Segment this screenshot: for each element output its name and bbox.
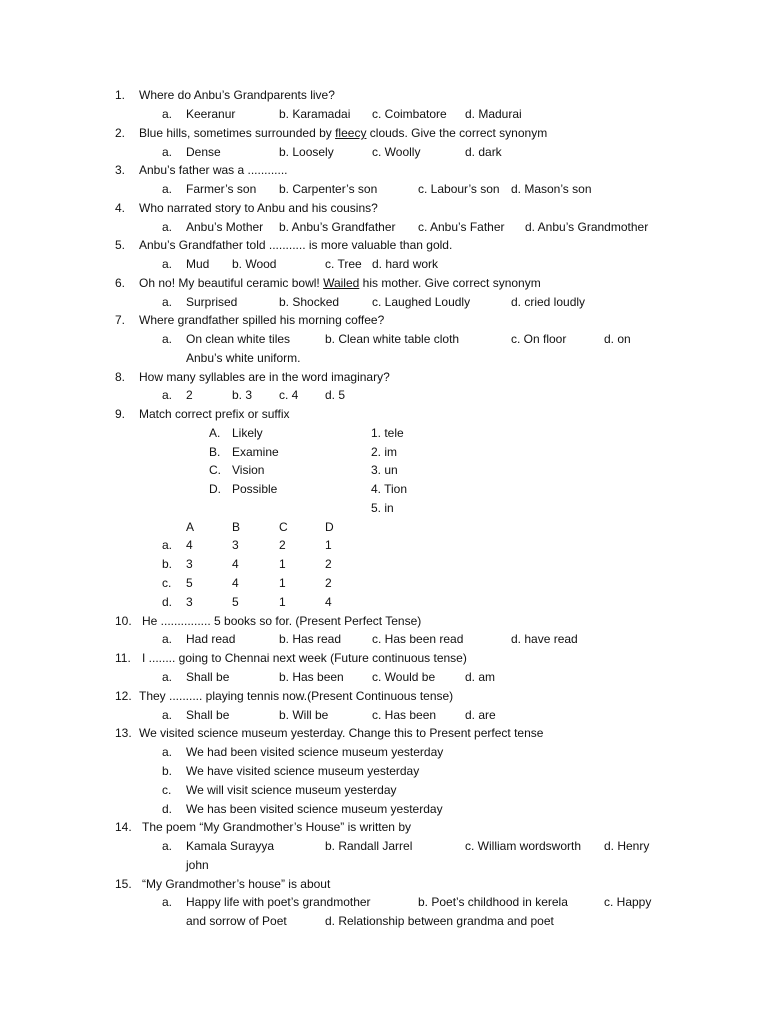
match-right-option: 1. tele xyxy=(371,426,404,440)
option-b: b. 3 xyxy=(232,388,253,402)
question-number: 9. xyxy=(115,407,126,421)
answer-table-head: C xyxy=(279,520,288,534)
question-text-start: Oh no! My beautiful ceramic bowl! xyxy=(139,276,324,290)
answer-cell: 1 xyxy=(279,595,286,609)
option-d: d. Madurai xyxy=(465,107,522,121)
answer-table-head: D xyxy=(325,520,334,534)
option-a: Farmer’s son xyxy=(186,182,257,196)
option-a-marker: a. xyxy=(162,895,173,909)
option-d: d. dark xyxy=(465,145,502,159)
question-number: 2. xyxy=(115,126,126,140)
answer-cell: 3 xyxy=(186,595,193,609)
option-text: We had been visited science museum yesterday xyxy=(186,745,444,759)
question-text-start: Blue hills, sometimes surrounded by xyxy=(139,126,336,140)
underlined-word: Wailed xyxy=(323,276,360,290)
answer-table-head: B xyxy=(232,520,241,534)
option-a-marker: a. xyxy=(162,257,173,271)
option-c: c. Has been read xyxy=(372,632,464,646)
question-number: 13. xyxy=(115,726,132,740)
option-a-marker: a. xyxy=(162,670,173,684)
option-d: d. Mason’s son xyxy=(511,182,592,196)
question-number: 7. xyxy=(115,313,126,327)
option-d: d. Anbu’s Grandmother xyxy=(525,220,649,234)
question-number: 4. xyxy=(115,201,126,215)
option-a-marker: a. xyxy=(162,107,173,121)
option-text: We has been visited science museum yesterday xyxy=(186,802,443,816)
match-left-key: C. xyxy=(209,463,221,477)
option-a-marker: a. xyxy=(162,708,173,722)
answer-cell: 3 xyxy=(186,557,193,571)
option-d: d. 5 xyxy=(325,388,346,402)
option-d: d. on xyxy=(604,332,631,346)
option-b: b. Randall Jarrel xyxy=(325,839,413,853)
match-left-word: Vision xyxy=(232,463,265,477)
question-text: Where grandfather spilled his morning coffee? xyxy=(139,313,385,327)
option-a: Happy life with poet’s grandmother xyxy=(186,895,371,909)
option-c: c. William wordsworth xyxy=(465,839,582,853)
option-d: d. hard work xyxy=(372,257,439,271)
option-text: We have visited science museum yesterday xyxy=(186,764,420,778)
underlined-word: fleecy xyxy=(335,126,367,140)
question-number: 15. xyxy=(115,877,132,891)
option-d: d. Henry xyxy=(604,839,650,853)
answer-table-head: A xyxy=(186,520,195,534)
option-b: b. Carpenter’s son xyxy=(279,182,378,196)
option-d: d. Relationship between grandma and poet xyxy=(325,914,554,928)
answer-cell: 4 xyxy=(325,595,332,609)
option-a: 2 xyxy=(186,388,193,402)
match-left-word: Examine xyxy=(232,445,279,459)
option-c: c. Laughed Loudly xyxy=(372,295,471,309)
answer-cell: 1 xyxy=(279,557,286,571)
match-right-option: 5. in xyxy=(371,501,394,515)
question-text-end: clouds. Give the correct synonym xyxy=(366,126,548,140)
option-b: b. Wood xyxy=(232,257,277,271)
question-number: 14. xyxy=(115,820,132,834)
option-continuation: john xyxy=(186,858,209,872)
option-c: c. Tree xyxy=(325,257,362,271)
option-c: c. Happy xyxy=(604,895,652,909)
question-number: 8. xyxy=(115,370,126,384)
option-b: b. Shocked xyxy=(279,295,340,309)
option-continuation: Anbu’s white uniform. xyxy=(186,351,301,365)
option-marker: d. xyxy=(162,595,173,609)
question-number: 10. xyxy=(115,614,132,628)
match-right-option: 4. Tion xyxy=(371,482,408,496)
option-a: Shall be xyxy=(186,708,230,722)
option-c: c. 4 xyxy=(279,388,299,402)
answer-cell: 4 xyxy=(232,557,239,571)
option-marker: a. xyxy=(162,745,173,759)
question-number: 1. xyxy=(115,88,126,102)
question-text: How many syllables are in the word imaginary? xyxy=(139,370,390,384)
answer-cell: 2 xyxy=(325,576,332,590)
answer-cell: 4 xyxy=(186,538,193,552)
question-text: The poem “My Grandmother’s House” is written by xyxy=(142,820,411,834)
option-a-marker: a. xyxy=(162,145,173,159)
option-c: c. Would be xyxy=(372,670,436,684)
question-number: 3. xyxy=(115,163,126,177)
option-b: b. Clean white table cloth xyxy=(325,332,460,346)
option-marker: b. xyxy=(162,764,173,778)
question-text: Match correct prefix or suffix xyxy=(139,407,290,421)
question-text: I ........ going to Chennai next week (Future continuous tense) xyxy=(142,651,467,665)
option-marker: a. xyxy=(162,538,173,552)
question-number: 5. xyxy=(115,238,126,252)
option-text: We will visit science museum yesterday xyxy=(186,783,397,797)
option-a: On clean white tiles xyxy=(186,332,291,346)
option-a: Mud xyxy=(186,257,210,271)
option-a: Surprised xyxy=(186,295,238,309)
match-right-option: 3. un xyxy=(371,463,398,477)
option-d: d. am xyxy=(465,670,496,684)
question-text: Anbu’s father was a ............ xyxy=(139,163,288,177)
question-text-end: his mother. Give correct synonym xyxy=(359,276,541,290)
match-left-key: B. xyxy=(209,445,221,459)
question-text: “My Grandmother’s house” is about xyxy=(142,877,331,891)
option-a-marker: a. xyxy=(162,632,173,646)
option-b: b. Poet’s childhood in kerela xyxy=(418,895,568,909)
option-c: c. On floor xyxy=(511,332,567,346)
option-b: b. Anbu’s Grandfather xyxy=(279,220,396,234)
question-text: We visited science museum yesterday. Change this to Present perfect tense xyxy=(139,726,544,740)
option-c: c. Woolly xyxy=(372,145,421,159)
match-right-option: 2. im xyxy=(371,445,398,459)
option-d: d. are xyxy=(465,708,496,722)
option-c: c. Labour’s son xyxy=(418,182,500,196)
option-b: b. Will be xyxy=(279,708,329,722)
answer-cell: 1 xyxy=(325,538,332,552)
answer-cell: 5 xyxy=(186,576,193,590)
question-text: Where do Anbu’s Grandparents live? xyxy=(139,88,335,102)
option-marker: b. xyxy=(162,557,173,571)
question-text xyxy=(139,124,547,143)
question-text: They .......... playing tennis now.(Present Continuous tense) xyxy=(139,689,454,703)
option-marker: c. xyxy=(162,576,172,590)
match-left-key: D. xyxy=(209,482,221,496)
option-marker: c. xyxy=(162,783,172,797)
answer-cell: 2 xyxy=(325,557,332,571)
option-a: Dense xyxy=(186,145,221,159)
option-a: Shall be xyxy=(186,670,230,684)
option-a: Had read xyxy=(186,632,236,646)
question-text: Who narrated story to Anbu and his cousins? xyxy=(139,201,378,215)
option-c-continuation: and sorrow of Poet xyxy=(186,914,287,928)
answer-cell: 1 xyxy=(279,576,286,590)
option-d: d. cried loudly xyxy=(511,295,586,309)
option-a-marker: a. xyxy=(162,295,173,309)
option-c: c. Coimbatore xyxy=(372,107,447,121)
match-left-key: A. xyxy=(209,426,221,440)
option-b: b. Has been xyxy=(279,670,344,684)
match-left-word: Possible xyxy=(232,482,278,496)
option-a: Keeranur xyxy=(186,107,236,121)
answer-cell: 5 xyxy=(232,595,239,609)
answer-cell: 3 xyxy=(232,538,239,552)
question-number: 12. xyxy=(115,689,132,703)
match-left-word: Likely xyxy=(232,426,263,440)
option-a: Anbu’s Mother xyxy=(186,220,264,234)
option-a-marker: a. xyxy=(162,839,173,853)
option-a-marker: a. xyxy=(162,388,173,402)
question-number: 6. xyxy=(115,276,126,290)
option-a-marker: a. xyxy=(162,332,173,346)
question-text: Anbu’s Grandfather told ........... is more valuable than gold. xyxy=(139,238,453,252)
option-b: b. Loosely xyxy=(279,145,334,159)
option-b: b. Karamadai xyxy=(279,107,351,121)
question-text: He ............... 5 books so for. (Present Perfect Tense) xyxy=(142,614,422,628)
question-text xyxy=(139,274,541,293)
question-number: 11. xyxy=(115,651,131,665)
option-b: b. Has read xyxy=(279,632,342,646)
option-a: Kamala Surayya xyxy=(186,839,275,853)
option-d: d. have read xyxy=(511,632,578,646)
answer-cell: 4 xyxy=(232,576,239,590)
option-a-marker: a. xyxy=(162,220,173,234)
option-marker: d. xyxy=(162,802,173,816)
answer-cell: 2 xyxy=(279,538,286,552)
option-c: c. Anbu’s Father xyxy=(418,220,505,234)
option-c: c. Has been xyxy=(372,708,437,722)
option-a-marker: a. xyxy=(162,182,173,196)
